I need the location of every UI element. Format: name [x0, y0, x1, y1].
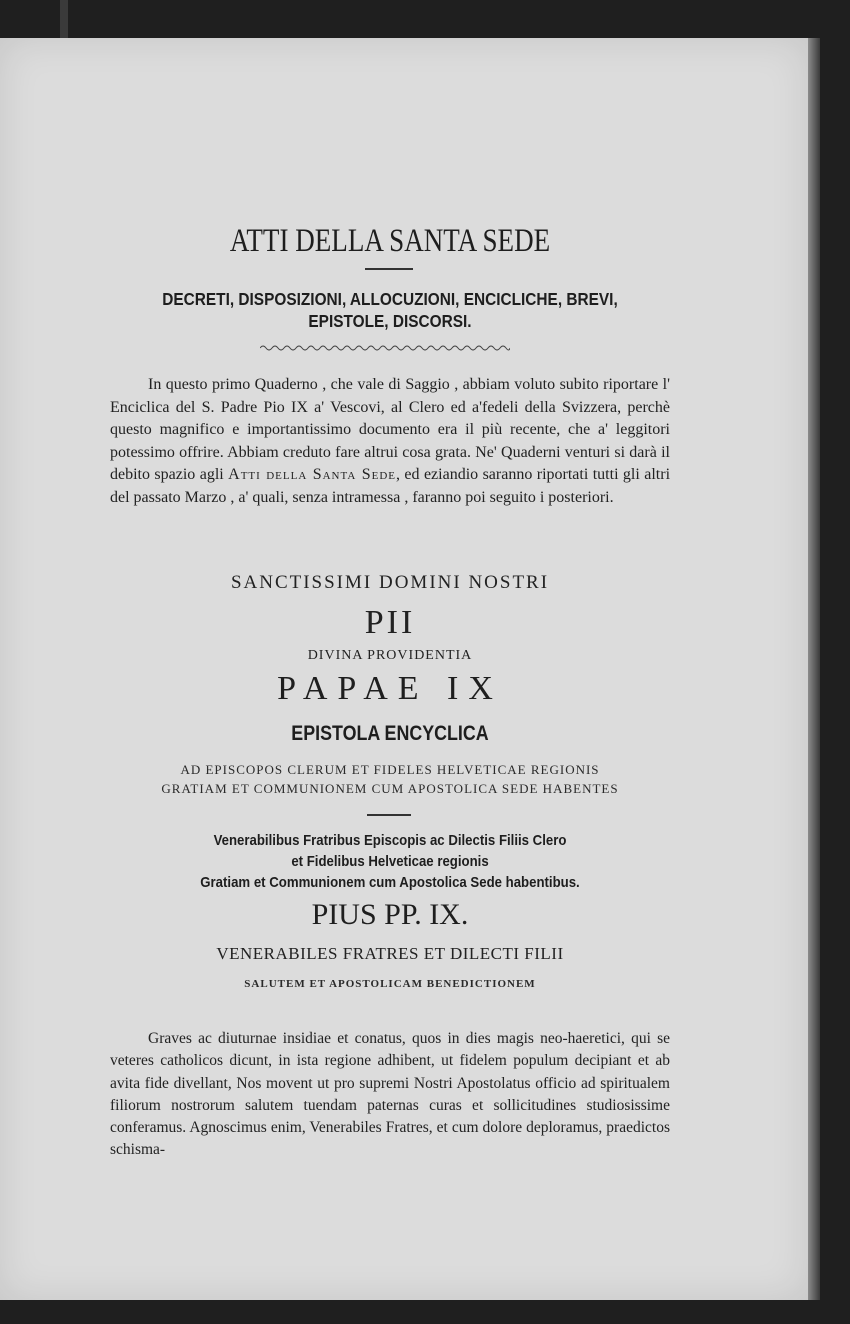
subtitle-line-2: EPISTOLE, DISCORSI. [308, 311, 472, 331]
intro-text-before: In questo primo Quaderno , che vale di Saggio , abbiam voluto subito riportare l' Enciclica del S. Padre Pio IX a' Vescovi, al Clero ed a'fedeli della Svizzera, perchè questo magnifico e importantissimo documento era il più recente, che a' leggitori potessimo offrire. Abbiam creduto fare altrui cosa grata. Ne' Quaderni venturi si darà il debito spazio agli [110, 376, 670, 483]
sanctissimi-heading: SANCTISSIMI DOMINI NOSTRI [230, 572, 550, 593]
papae-heading: PAPAE IX [277, 670, 503, 707]
address-line-3: Gratiam et Communionem cum Apostolica Sede habentibus. [200, 874, 580, 891]
salutem-heading: SALUTEM ET APOSTOLICAM BENEDICTIONEM [244, 978, 536, 990]
main-title: ATTI DELLA SANTA SEDE [229, 223, 551, 259]
ad-line-1: AD EPISCOPOS CLERUM ET FIDELES HELVETICAE REGIONIS [180, 762, 600, 777]
body-paragraph [110, 1028, 670, 1162]
title-rule [365, 268, 413, 270]
pii-heading: PII [364, 604, 416, 641]
section-rule [367, 814, 411, 816]
page-edge [808, 38, 820, 1300]
pius-heading: PIUS PP. IX. [311, 898, 469, 931]
intro-text-after: , ed eziandio saranno riportati tutti gli altri del passato Marzo , a' quali, senza intramessa , faranno poi seguito i posteriori. [110, 466, 671, 506]
venerabiles-heading: VENERABILES FRATRES ET DILECTI FILII [216, 944, 564, 963]
address-line-1: Venerabilibus Fratribus Episcopis ac Dilectis Filiis Clero [213, 832, 567, 849]
address-line-2: et Fidelibus Helveticae regionis [291, 853, 489, 870]
binding-mark [60, 0, 68, 40]
epistola-heading: EPISTOLA ENCYCLICA [291, 722, 489, 745]
ad-line-2: GRATIAM ET COMMUNIONEM CUM APOSTOLICA SEDE HABENTES [161, 781, 619, 796]
subtitle [135, 288, 645, 332]
intro-paragraph [110, 374, 670, 509]
body-paragraph-text: Graves ac diuturnae insidiae et conatus, quos in dies magis neo-haeretici, qui se veteres catholicos dicunt, in ista regione adhibent, ut fidelem populum decipiant et ab avita fide divellant, Nos movent ut pro supremi Nostri Apostolatus officio ad spiritualem filiorum nostrorum salutem tuendam paternas curas et sollicitudines studiosissime conferamus. Agnoscimus enim, Venerabiles Fratres, et cum dolore deploramus, praedictos schisma- [110, 1030, 670, 1159]
divina-heading: DIVINA PROVIDENTIA [307, 648, 473, 663]
subtitle-line-1: DECRETI, DISPOSIZIONI, ALLOCUZIONI, ENCICLICHE, BREVI, [162, 289, 618, 309]
address-block [126, 830, 654, 893]
intro-small-caps: Atti della Santa Sede [228, 466, 396, 483]
ad-episcopos-block [110, 760, 670, 798]
wavy-divider [260, 344, 510, 352]
